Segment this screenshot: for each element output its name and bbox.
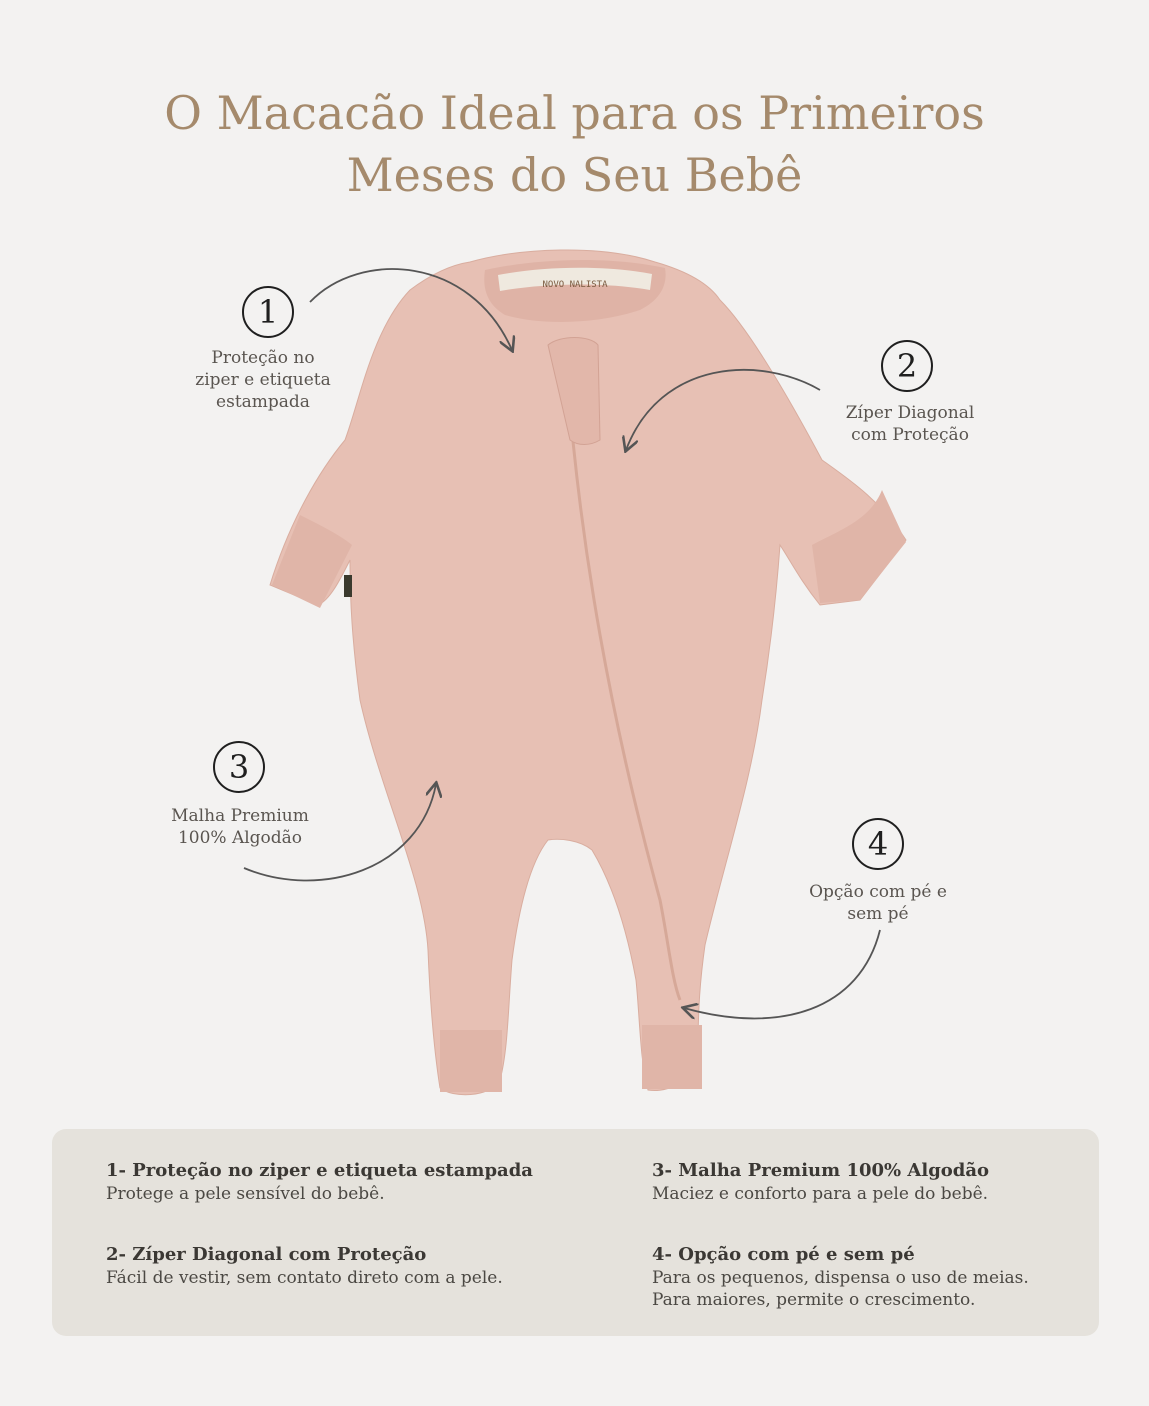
feature-1-heading: 1- Proteção no ziper e etiqueta estampada [106, 1160, 533, 1181]
callout-2-number: 2 [881, 340, 933, 392]
callout-3-number: 3 [213, 741, 265, 793]
callout-3-line-2: 100% Algodão [177, 828, 303, 848]
feature-3-heading: 3- Malha Premium 100% Algodão [652, 1160, 990, 1181]
callout-1-line-2: ziper e etiqueta [195, 370, 331, 390]
callout-1-line-1: Proteção no [211, 348, 315, 368]
feature-2-desc: Fácil de vestir, sem contato direto com a pele. [106, 1268, 503, 1288]
title-line-1: O Macacão Ideal para os Primeiros [164, 86, 985, 140]
callout-1-line-3: estampada [216, 392, 310, 412]
neck-label-text: NOVO NALISTA [542, 280, 608, 290]
baby-onesie [270, 250, 906, 1095]
callout-2-line-1: Zíper Diagonal [845, 403, 975, 423]
feature-3-desc: Maciez e conforto para a pele do bebê. [652, 1184, 989, 1204]
arrow-4 [684, 930, 880, 1018]
side-tag [344, 575, 352, 597]
feature-2 [106, 1243, 566, 1289]
callout-3-line-1: Malha Premium [171, 806, 309, 826]
callout-4-line-1: Opção com pé e [809, 882, 947, 902]
callout-3-label [140, 805, 340, 849]
callout-1-number: 1 [242, 286, 294, 338]
feature-4-desc-line-2: Para maiores, permite o crescimento. [652, 1290, 976, 1310]
feature-1 [106, 1159, 566, 1205]
feature-1-desc: Protege a pele sensível do bebê. [106, 1184, 385, 1204]
callout-4-line-2: sem pé [847, 904, 909, 924]
callout-2-line-2: com Proteção [851, 425, 969, 445]
feature-3 [652, 1159, 1112, 1205]
feature-4-heading: 4- Opção com pé e sem pé [652, 1244, 915, 1265]
feature-4 [652, 1243, 1112, 1311]
callout-2-label [810, 402, 1010, 446]
title-line-2: Meses do Seu Bebê [346, 148, 803, 202]
callout-1-label [168, 347, 358, 413]
feature-4-desc-line-1: Para os pequenos, dispensa o uso de meias. [652, 1268, 1029, 1288]
left-ankle-cuff [440, 1030, 502, 1092]
features-panel [52, 1129, 1099, 1336]
callout-4-number: 4 [852, 818, 904, 870]
feature-2-heading: 2- Zíper Diagonal com Proteção [106, 1244, 427, 1265]
callout-4-label [778, 881, 978, 925]
right-ankle-cuff [642, 1025, 702, 1089]
